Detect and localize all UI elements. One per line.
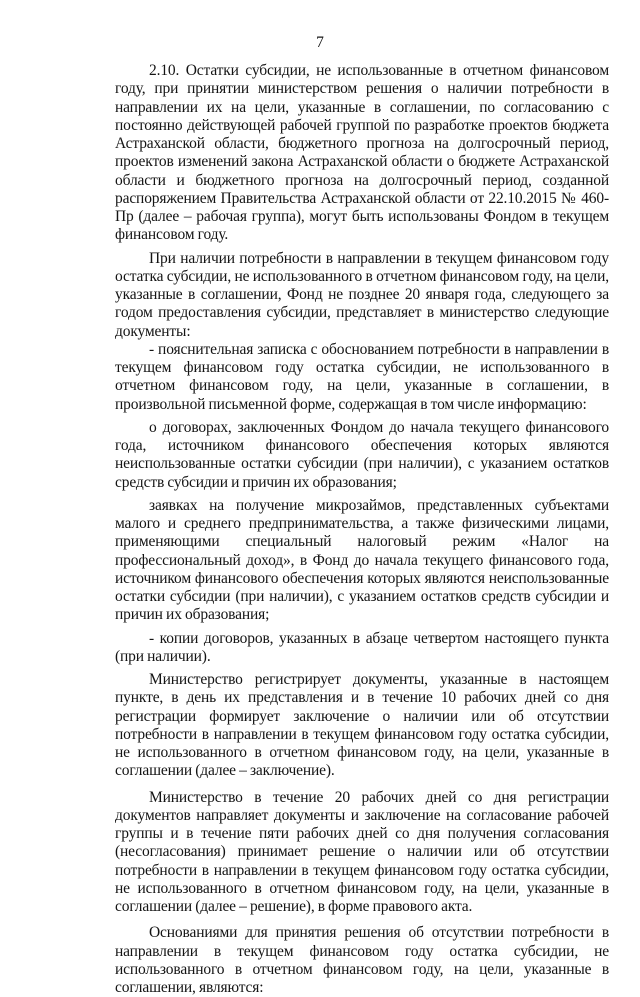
paragraph-microloan-applications: заявках на получение микрозаймов, представленных субъектами малого и среднего предпринимательства, а также физическими лицами, применяющими специальный налоговый режим «Налог на профессиональный доход», в Фонд до начала текущего финансового года, источником финансового обеспечения которых являются неиспользованные остатки субсидии (при наличии), с указанием остатков средств субсидии и причин их образования; bbox=[115, 496, 609, 624]
body-text bbox=[115, 62, 609, 997]
paragraph-contract-copies: - копии договоров, указанных в абзаце четвертом настоящего пункта (при наличии). bbox=[115, 629, 609, 665]
page-number: 7 bbox=[316, 34, 324, 51]
paragraph-ministry-decision: Министерство в течение 20 рабочих дней со дня регистрации документов направляет документы и заключение на согласование рабочей группы и в течение пяти рабочих дней со дня получения согласования (несогласования) принимает решение о наличии или об отсутствии потребности в направлении в текущем финансовом году остатка субсидии, не использованного в отчетном финансовом году, на цели, указанные в соглашении (далее – решение), в форме правового акта. bbox=[115, 788, 609, 915]
paragraph-ministry-registration: Министерство регистрирует документы, указанные в настоящем пункте, в день их представления и в течение 10 рабочих дней со дня регистрации формирует заключение о наличии или об отсутствии потребности в направлении в текущем финансовом году остатка субсидии, не использованного в отчетном финансовом году, на цели, указанные в соглашении (далее – заключение). bbox=[115, 671, 609, 780]
paragraph-grounds-for-refusal: Основаниями для принятия решения об отсутствии потребности в направлении в текущем финансовом году остатка субсидии, не использованного в отчетном финансовом году, на цели, указанные в соглашении, являются: bbox=[115, 924, 609, 996]
paragraph-explanatory-note: - пояснительная записка с обоснованием потребности в направлении в текущем финансовом году остатка субсидии, не использованного в отчетном финансовом году, на цели, указанные в соглашении, в произвольной письменной форме, содержащая в том числе информацию: bbox=[115, 340, 609, 413]
paragraph-contracts-info: о договорах, заключенных Фондом до начала текущего финансового года, источником финансового обеспечения которых являются неиспользованные остатки субсидии (при наличии), с указанием остатков средств субсидии и причин их образования; bbox=[115, 418, 609, 491]
paragraph-2-10: 2.10. Остатки субсидии, не использованные в отчетном финансовом году, при принятии министерством решения о наличии потребности в направлении их на цели, указанные в соглашении, по согласованию с постоянно действующей рабочей группой по разработке проектов бюджета Астраханской области, бюджетного прогноза на долгосрочный период, проектов изменений закона Астраханской области о бюджете Астраханской области и бюджетного прогноза на долгосрочный период, созданной распоряжением Правительства Астраханской области от 22.10.2015 № 460-Пр (далее – рабочая группа), могут быть использованы Фондом в текущем финансовом году. bbox=[115, 62, 609, 244]
paragraph-documents-intro: При наличии потребности в направлении в текущем финансовом году остатка субсидии, не использованного в отчетном финансовом году, на цели, указанные в соглашении, Фонд не позднее 20 января года, следующего за годом предоставления субсидии, представляет в министерство следующие документы: bbox=[115, 249, 609, 340]
